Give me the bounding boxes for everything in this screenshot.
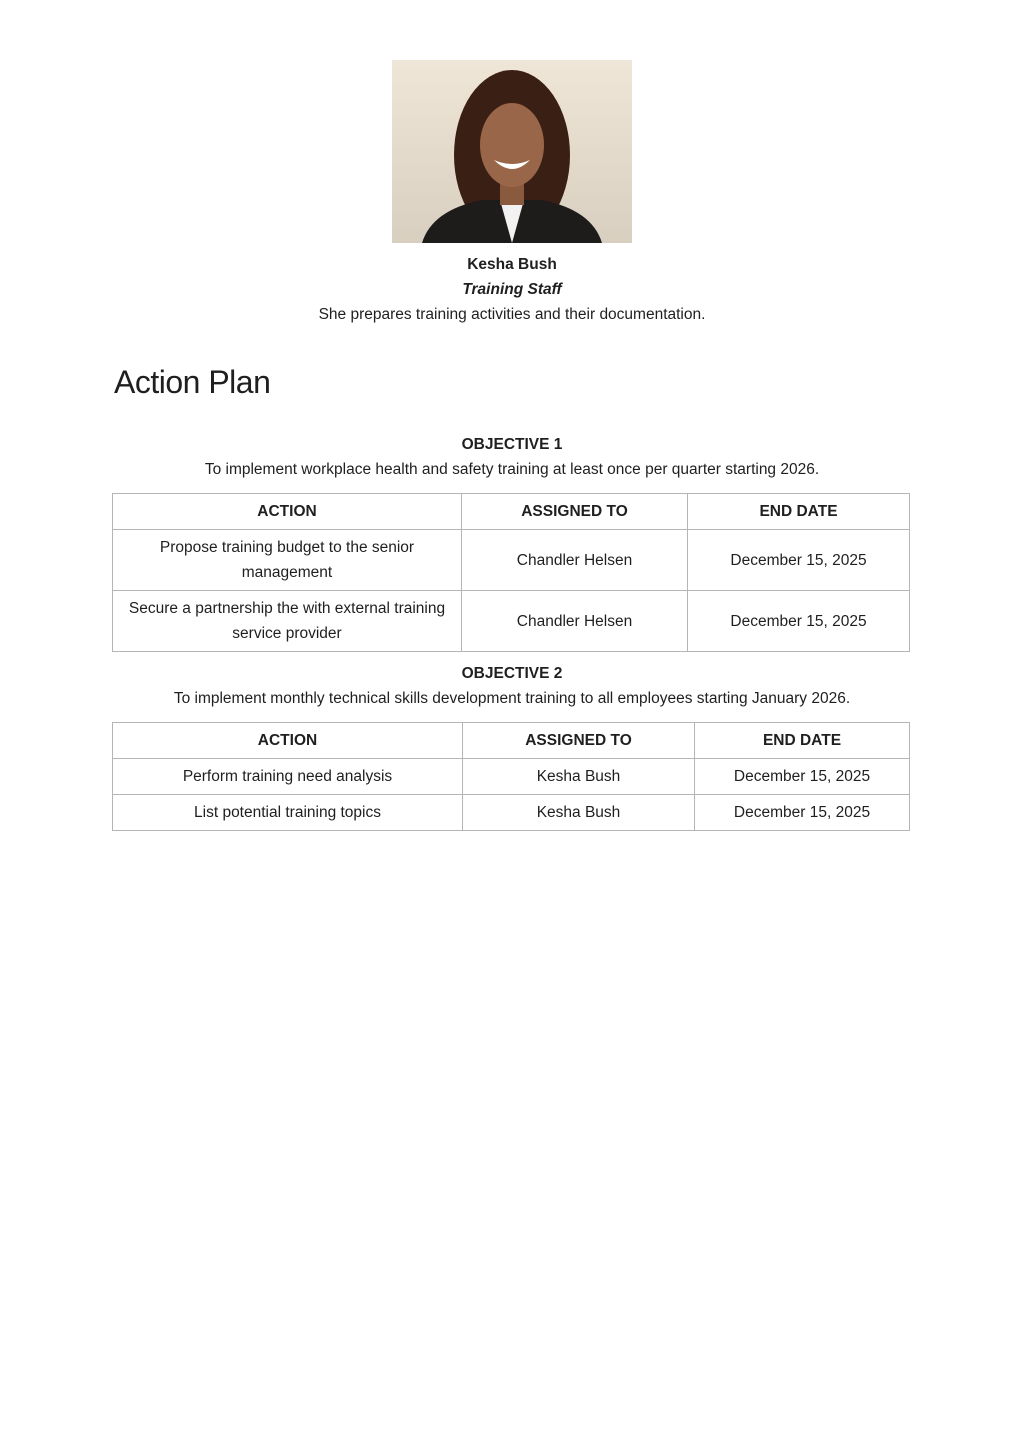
table-row [113,759,910,795]
objective-1-table [112,493,910,652]
header-action: ACTION [113,494,462,530]
cell-end-date: December 15, 2025 [688,530,910,591]
header-assigned-to: ASSIGNED TO [462,494,688,530]
cell-end-date: December 15, 2025 [688,591,910,652]
cell-end-date: December 15, 2025 [695,759,910,795]
table-header-row [113,723,910,759]
header-end-date: END DATE [688,494,910,530]
profile-role: Training Staff [462,281,562,298]
header-end-date: END DATE [695,723,910,759]
table-header-row [113,494,910,530]
header-assigned-to: ASSIGNED TO [463,723,695,759]
profile-bio: She prepares training activities and their documentation. [318,306,706,323]
cell-assigned-to: Chandler Helsen [462,530,688,591]
table-row [113,591,910,652]
profile-photo [392,60,632,243]
cell-action: Propose training budget to the senior management [113,530,462,591]
objective-2-label: OBJECTIVE 2 [461,665,563,682]
objective-1-label: OBJECTIVE 1 [461,436,563,453]
cell-assigned-to: Kesha Bush [463,795,695,831]
cell-action: Secure a partnership the with external training service provider [113,591,462,652]
cell-assigned-to: Chandler Helsen [462,591,688,652]
cell-action: Perform training need analysis [113,759,463,795]
objective-2-text: To implement monthly technical skills development training to all employees starting January 2026. [173,690,851,707]
header-action: ACTION [113,723,463,759]
objective-2-table [112,722,910,831]
table-row [113,530,910,591]
profile-name: Kesha Bush [467,256,557,273]
page-title: Action Plan [114,364,271,400]
table-row [113,795,910,831]
objective-1-text: To implement workplace health and safety training at least once per quarter starting 2026. [204,461,820,478]
cell-assigned-to: Kesha Bush [463,759,695,795]
cell-end-date: December 15, 2025 [695,795,910,831]
cell-action: List potential training topics [113,795,463,831]
